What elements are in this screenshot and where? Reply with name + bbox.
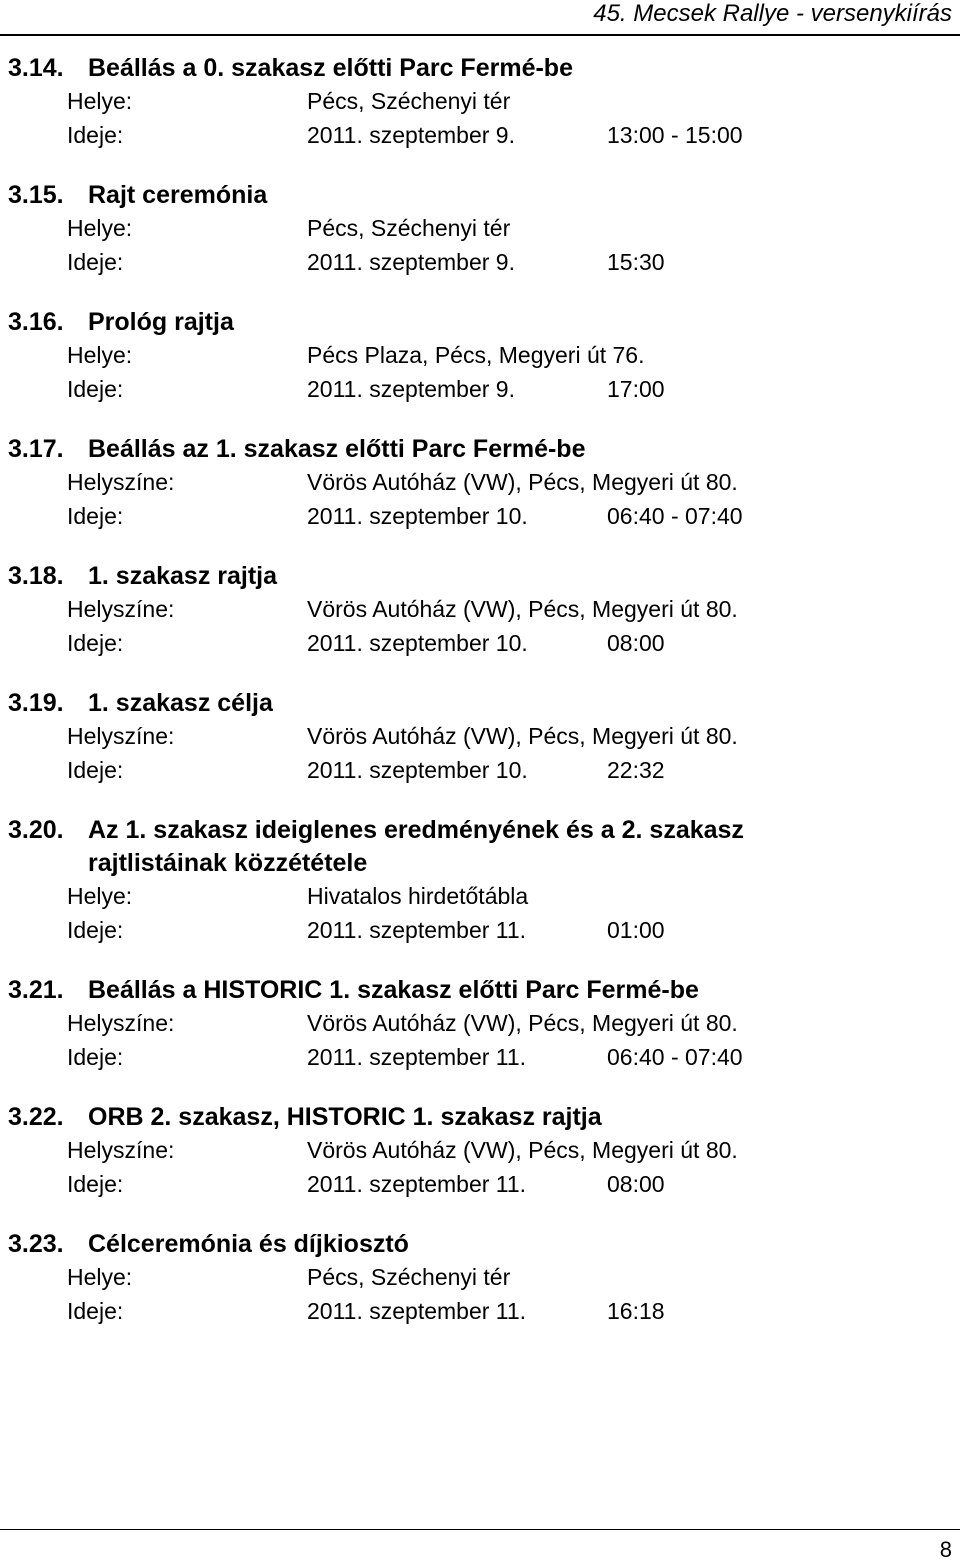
detail-row xyxy=(0,500,960,534)
schedule-section xyxy=(0,560,960,660)
detail-row xyxy=(0,119,960,153)
row-value: 2011. szeptember 10. xyxy=(307,629,528,656)
section-heading xyxy=(0,687,960,720)
row-label: Helye: xyxy=(67,215,133,241)
row-value: 2011. szeptember 9. xyxy=(307,121,515,148)
schedule-section xyxy=(0,433,960,533)
section-title: Beállás az 1. szakasz előtti Parc Fermé-be xyxy=(88,435,586,463)
section-title: Célceremónia és díjkiosztó xyxy=(88,1230,409,1258)
header-divider xyxy=(0,34,960,36)
row-value: Pécs Plaza, Pécs, Megyeri út 76. xyxy=(307,342,645,368)
section-number: 3.16. xyxy=(8,308,64,336)
row-value: 2011. szeptember 11. xyxy=(307,1297,527,1324)
row-time: 15:30 xyxy=(607,248,665,275)
row-label: Helye: xyxy=(67,342,133,368)
detail-row xyxy=(0,1261,960,1295)
detail-row xyxy=(0,373,960,407)
row-label: Ideje: xyxy=(67,1170,124,1197)
schedule-section xyxy=(0,306,960,406)
row-label: Helye: xyxy=(67,1264,133,1290)
row-value: Hivatalos hirdetőtábla xyxy=(307,883,529,909)
row-time: 06:40 - 07:40 xyxy=(607,1043,743,1070)
section-number: 3.21. xyxy=(8,976,64,1004)
row-time: 13:00 - 15:00 xyxy=(607,121,743,148)
section-heading xyxy=(0,52,960,85)
row-label: Helyszíne: xyxy=(67,1137,175,1163)
section-title: Beállás a HISTORIC 1. szakasz előtti Parc Fermé-be xyxy=(88,976,699,1004)
row-time: 01:00 xyxy=(607,916,665,943)
document-header: 45. Mecsek Rallye - versenykiírás xyxy=(593,0,952,27)
section-title: 1. szakasz célja xyxy=(88,689,273,717)
row-value: 2011. szeptember 11. xyxy=(307,916,527,943)
row-time: 08:00 xyxy=(607,629,665,656)
schedule-section xyxy=(0,1228,960,1328)
row-label: Helyszíne: xyxy=(67,723,175,749)
row-value: 2011. szeptember 9. xyxy=(307,248,515,275)
row-label: Ideje: xyxy=(67,629,124,656)
section-number: 3.20. xyxy=(8,816,64,844)
schedule-section xyxy=(0,179,960,279)
detail-row xyxy=(0,754,960,788)
detail-row xyxy=(0,1041,960,1075)
section-heading xyxy=(0,560,960,593)
row-time: 06:40 - 07:40 xyxy=(607,502,743,529)
row-value: Vörös Autóház (VW), Pécs, Megyeri út 80. xyxy=(307,469,738,495)
row-label: Ideje: xyxy=(67,1043,124,1070)
row-time: 08:00 xyxy=(607,1170,665,1197)
row-label: Ideje: xyxy=(67,916,124,943)
section-heading xyxy=(0,814,960,847)
row-label: Ideje: xyxy=(67,121,124,148)
row-label: Ideje: xyxy=(67,248,124,275)
row-time: 22:32 xyxy=(607,756,665,783)
row-time: 17:00 xyxy=(607,375,665,402)
row-value: Pécs, Széchenyi tér xyxy=(307,215,511,241)
detail-row xyxy=(0,1007,960,1041)
section-heading xyxy=(0,179,960,212)
detail-row xyxy=(0,466,960,500)
row-value: 2011. szeptember 11. xyxy=(307,1170,527,1197)
detail-row xyxy=(0,593,960,627)
row-value: Pécs, Széchenyi tér xyxy=(307,1264,511,1290)
section-title: ORB 2. szakasz, HISTORIC 1. szakasz rajtja xyxy=(88,1103,602,1131)
schedule-section xyxy=(0,814,960,947)
row-label: Helye: xyxy=(67,883,133,909)
section-number: 3.22. xyxy=(8,1103,64,1131)
detail-row xyxy=(0,1295,960,1329)
row-label: Helye: xyxy=(67,88,133,114)
row-label: Ideje: xyxy=(67,756,124,783)
section-number: 3.18. xyxy=(8,562,64,590)
section-title-continued: rajtlistáinak közzététele xyxy=(88,849,368,877)
section-title: Rajt ceremónia xyxy=(88,181,268,209)
detail-row xyxy=(0,339,960,373)
detail-row xyxy=(0,914,960,948)
schedule-sections xyxy=(0,52,960,1355)
section-number: 3.15. xyxy=(8,181,64,209)
row-value: 2011. szeptember 10. xyxy=(307,502,528,529)
detail-row xyxy=(0,1134,960,1168)
row-value: Pécs, Széchenyi tér xyxy=(307,88,511,114)
schedule-section xyxy=(0,52,960,152)
section-heading xyxy=(0,433,960,466)
row-value: 2011. szeptember 10. xyxy=(307,756,528,783)
section-number: 3.23. xyxy=(8,1230,64,1258)
footer-divider xyxy=(0,1529,960,1530)
row-label: Ideje: xyxy=(67,502,124,529)
section-title: Beállás a 0. szakasz előtti Parc Fermé-be xyxy=(88,54,573,82)
row-value: 2011. szeptember 9. xyxy=(307,375,515,402)
row-label: Ideje: xyxy=(67,1297,124,1324)
section-title: Az 1. szakasz ideiglenes eredményének és a 2. szakasz xyxy=(88,816,744,844)
section-title: Prológ rajtja xyxy=(88,308,234,336)
row-time: 16:18 xyxy=(607,1297,665,1324)
detail-row xyxy=(0,1168,960,1202)
section-title: 1. szakasz rajtja xyxy=(88,562,278,590)
schedule-section xyxy=(0,687,960,787)
section-number: 3.17. xyxy=(8,435,64,463)
detail-row xyxy=(0,627,960,661)
page-number: 8 xyxy=(939,1537,952,1562)
section-heading xyxy=(0,974,960,1007)
row-label: Ideje: xyxy=(67,375,124,402)
detail-row xyxy=(0,880,960,914)
schedule-section xyxy=(0,1101,960,1201)
detail-row xyxy=(0,246,960,280)
section-heading-continued xyxy=(0,847,960,880)
section-heading xyxy=(0,1101,960,1134)
section-number: 3.14. xyxy=(8,54,64,82)
row-label: Helyszíne: xyxy=(67,1010,175,1036)
row-value: Vörös Autóház (VW), Pécs, Megyeri út 80. xyxy=(307,1137,738,1163)
row-value: Vörös Autóház (VW), Pécs, Megyeri út 80. xyxy=(307,1010,738,1036)
section-heading xyxy=(0,1228,960,1261)
schedule-section xyxy=(0,974,960,1074)
section-heading xyxy=(0,306,960,339)
row-value: Vörös Autóház (VW), Pécs, Megyeri út 80. xyxy=(307,723,738,749)
detail-row xyxy=(0,720,960,754)
detail-row xyxy=(0,212,960,246)
row-value: 2011. szeptember 11. xyxy=(307,1043,527,1070)
row-value: Vörös Autóház (VW), Pécs, Megyeri út 80. xyxy=(307,596,738,622)
row-label: Helyszíne: xyxy=(67,469,175,495)
section-number: 3.19. xyxy=(8,689,64,717)
row-label: Helyszíne: xyxy=(67,596,175,622)
detail-row xyxy=(0,85,960,119)
